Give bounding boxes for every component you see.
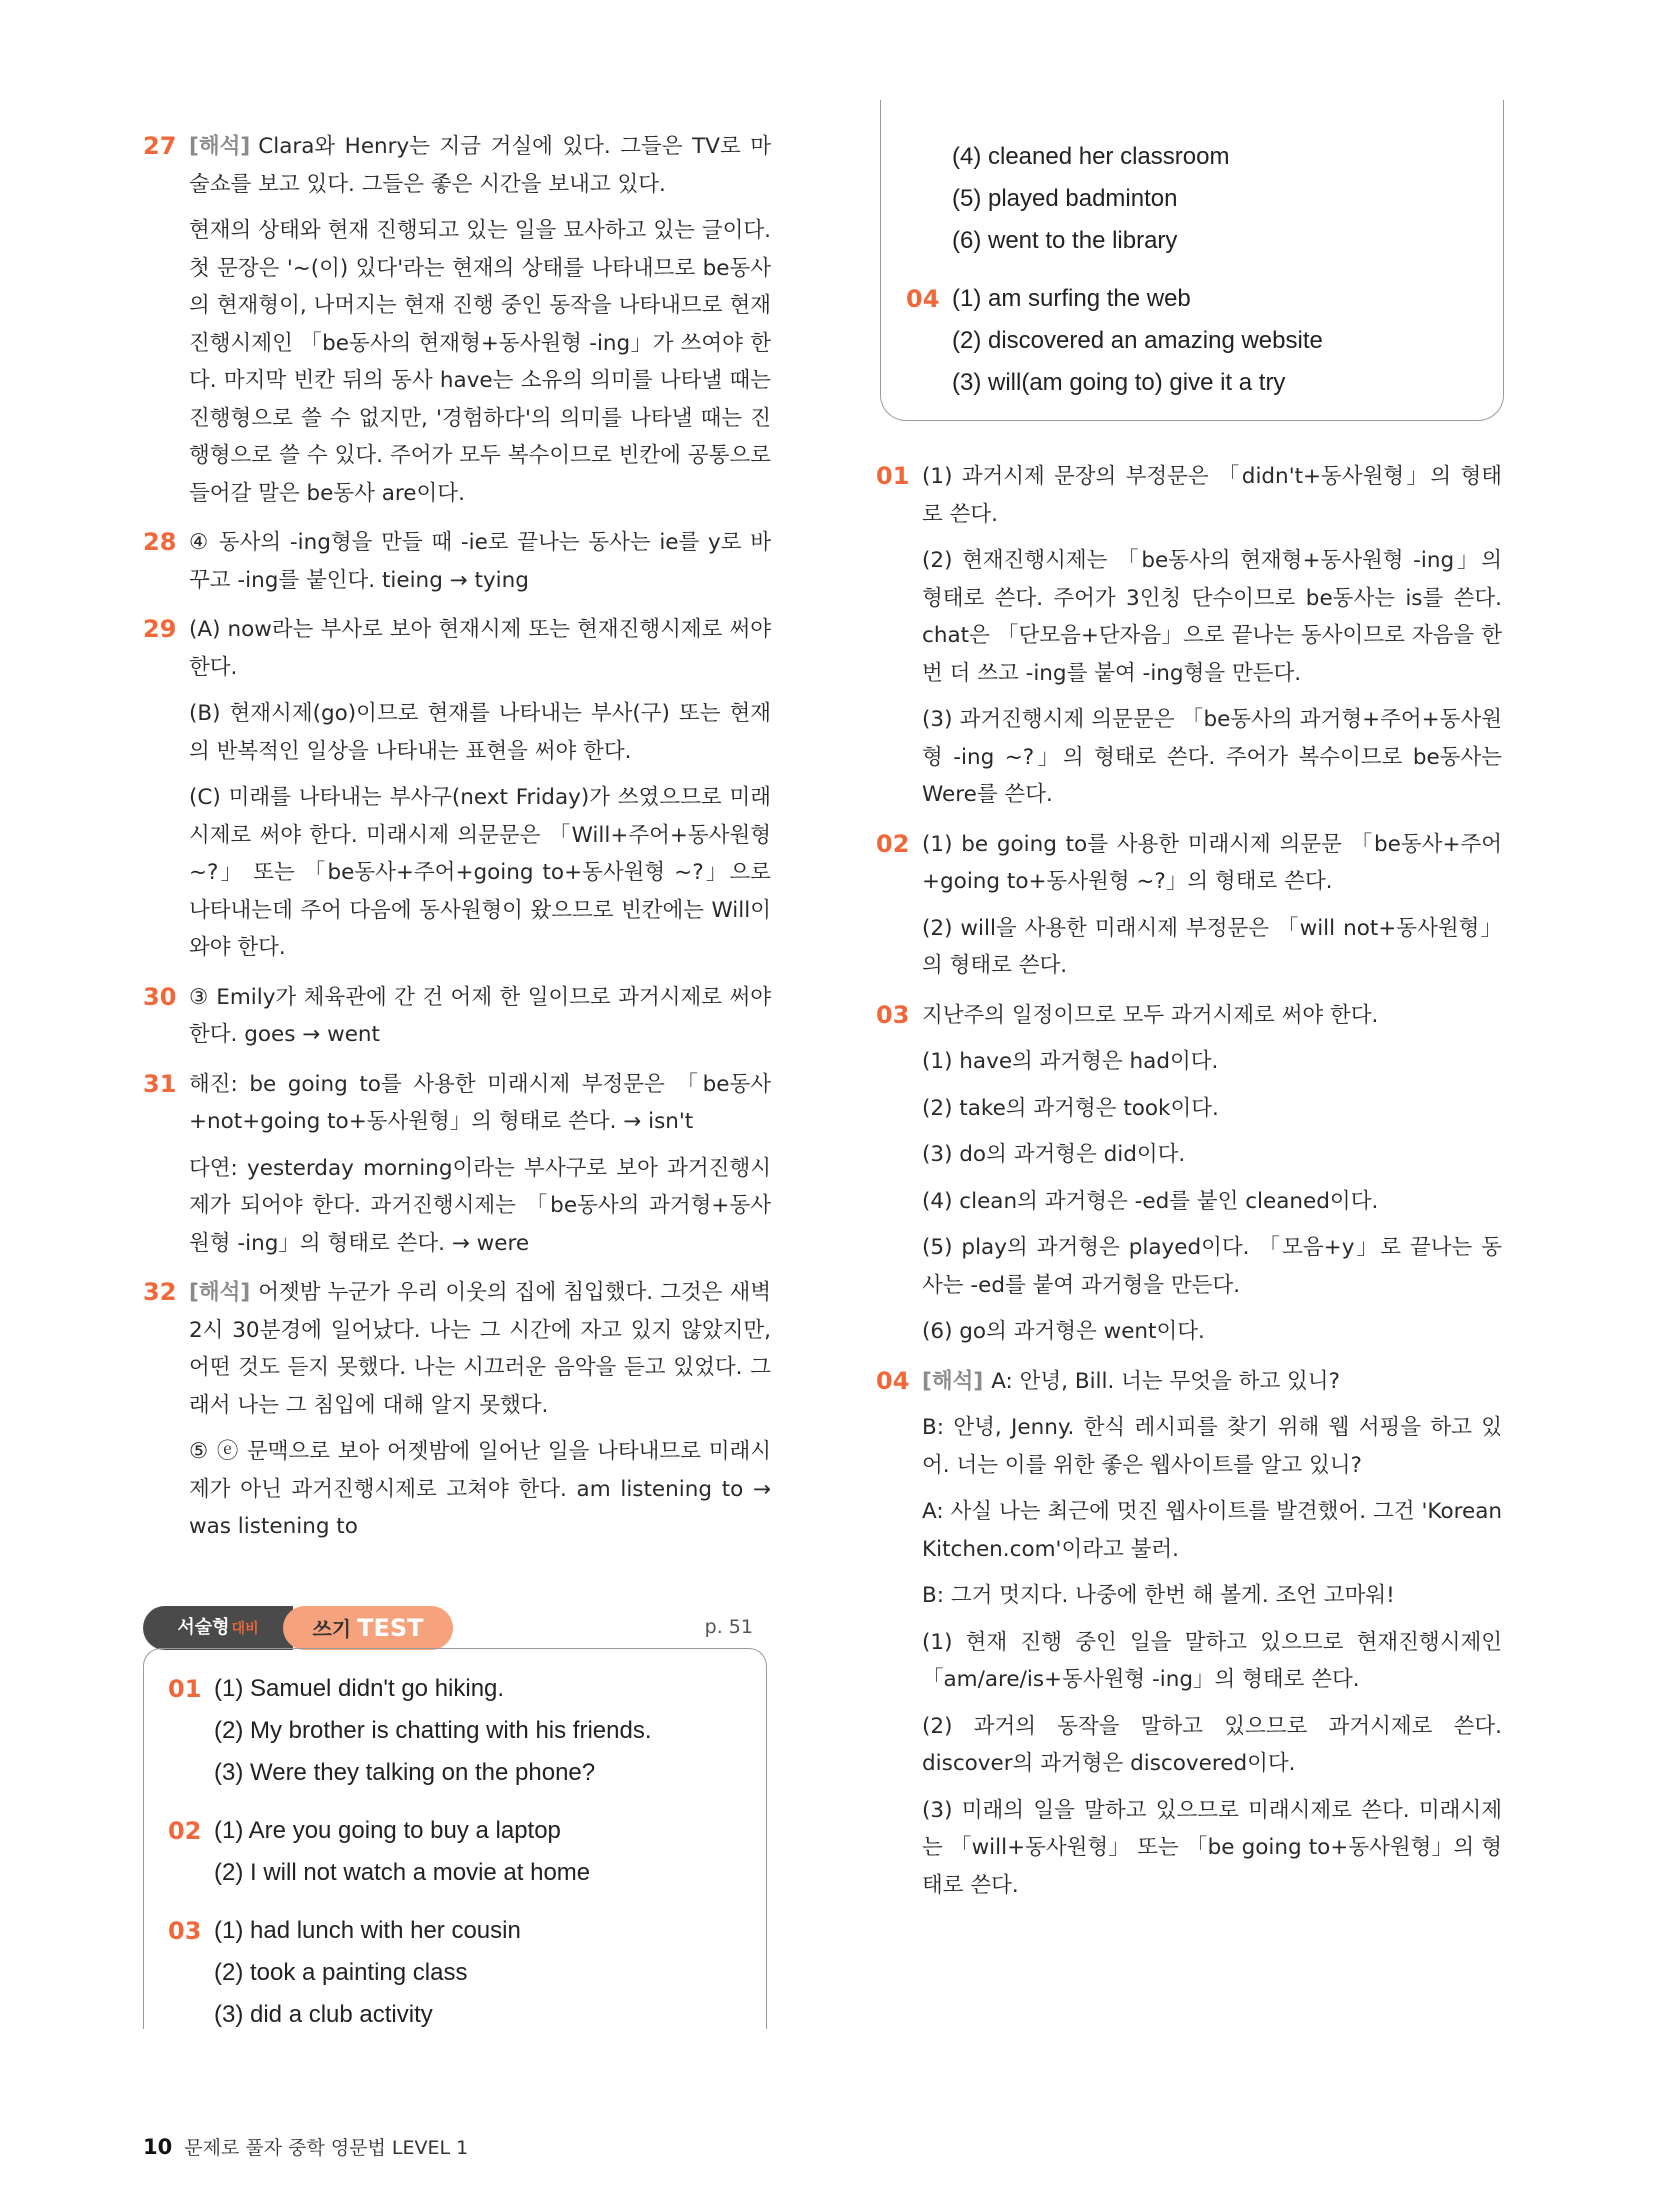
question-number: 03 bbox=[876, 1000, 910, 1029]
explanation-paragraph: [해석] 어젯밤 누군가 우리 이웃의 집에 침입했다. 그것은 새벽 2시 30분경에 일어났다. 나는 그 시간에 자고 있지 않았지만, 어떤 것도 듣지 못했다. 나는 시끄러운 음악을 듣고 있었다. 그래서 나는 그 침입에 대해 알지 못했다. bbox=[189, 1280, 771, 1418]
answer-line: (6) went to the library bbox=[952, 227, 1178, 254]
answer-line: (3) did a club activity bbox=[214, 2001, 433, 2028]
answer-line: (2) I will not watch a movie at home bbox=[214, 1859, 591, 1886]
explanation-paragraph: 다연: yesterday morning이라는 부사구로 보아 과거진행시제가 되어야 한다. 과거진행시제는 「be동사의 과거형+동사원형 -ing」의 형태로 쓴다. → were bbox=[189, 1155, 771, 1256]
essay-prep-label: 서술형 대비 bbox=[143, 1606, 293, 1650]
book-title: 문제로 풀자 중학 영문법 LEVEL 1 bbox=[184, 2137, 469, 2159]
explanation-paragraph: 현재의 상태와 현재 진행되고 있는 일을 묘사하고 있는 글이다. 첫 문장은 '~(이) 있다'라는 현재의 상태를 나타내므로 be동사의 현재형이, 나머지는 현재 진행 중인 동작을 나타내므로 현재진행시제인 「be동사의 현재형+동사원형 -ing」가 쓰여야 한다. 마지막 빈칸 뒤의 동사 have는 소유의 의미를 나타낼 때는 진행형으로 쓸 수 없지만, '경험하다'의 의미를 나타낼 때는 진행형으로 쓸 수 있다. 주어가 모두 복수이므로 빈칸에 공통으로 들어갈 말은 be동사 are이다. bbox=[189, 218, 771, 506]
explanation-paragraph: (2) 현재진행시제는 「be동사의 현재형+동사원형 -ing」의 형태로 쓴다. 주어가 3인칭 단수이므로 be동사는 is를 쓴다. chat은 「단모음+단자음」으로 끝나는 동사이므로 자음을 한 번 더 쓰고 -ing를 붙여 -ing형을 만든다. bbox=[922, 548, 1502, 686]
explanation-paragraph: (1) 현재 진행 중인 일을 말하고 있으므로 현재진행시제인 「am/are/is+동사원형 -ing」의 형태로 쓴다. bbox=[922, 1629, 1502, 1692]
question-number: 31 bbox=[143, 1069, 177, 1098]
explanation-paragraph: (B) 현재시제(go)이므로 현재를 나타내는 부사(구) 또는 현재의 반복적인 일상을 나타내는 표현을 써야 한다. bbox=[189, 701, 771, 764]
question-number: 04 bbox=[876, 1366, 910, 1395]
answer-number: 03 bbox=[168, 1917, 202, 1945]
explanation-paragraph: (1) be going to를 사용한 미래시제 의문문 「be동사+주어+going to+동사원형 ~?」의 형태로 쓴다. bbox=[922, 831, 1502, 894]
answer-line: (1) had lunch with her cousin bbox=[214, 1917, 521, 1944]
explanation-entry bbox=[876, 826, 1502, 985]
answer-line: (4) cleaned her classroom bbox=[952, 143, 1230, 170]
question-number: 29 bbox=[143, 615, 177, 643]
explanation-paragraph: (2) 과거의 동작을 말하고 있으므로 과거시제로 쓴다. discover의 과거형은 discovered이다. bbox=[922, 1713, 1502, 1776]
explanation-entry bbox=[143, 524, 771, 599]
answer-group bbox=[906, 136, 1229, 262]
translation-tag: [해석] bbox=[922, 1368, 984, 1394]
writing-test-label: 쓰기 TEST bbox=[283, 1606, 453, 1650]
explanation-entry bbox=[143, 1274, 771, 1546]
explanation-paragraph: (2) will을 사용한 미래시제 부정문은 「will not+동사원형」의 형태로 쓴다. bbox=[922, 915, 1502, 978]
explanation-paragraph: 해진: be going to를 사용한 미래시제 부정문은 「be동사+not+going to+동사원형」의 형태로 쓴다. → isn't bbox=[189, 1071, 771, 1134]
page-footer bbox=[143, 2133, 468, 2160]
explanation-entry bbox=[876, 458, 1502, 814]
answer-line: (3) will(am going to) give it a try bbox=[952, 369, 1286, 396]
explanation-paragraph: 지난주의 일정이므로 모두 과거시제로 써야 한다. bbox=[922, 1002, 1379, 1028]
explanation-paragraph: ④ 동사의 -ing형을 만들 때 -ie로 끝나는 동사는 ie를 y로 바꾸고 -ing를 붙인다. tieing → tying bbox=[189, 530, 771, 593]
question-number: 32 bbox=[143, 1278, 177, 1306]
explanation-paragraph: [해석] A: 안녕, Bill. 너는 무엇을 하고 있니? bbox=[922, 1368, 1340, 1394]
answer-line: (3) Were they talking on the phone? bbox=[214, 1759, 596, 1786]
page-number: 10 bbox=[143, 2135, 173, 2159]
answer-line: (1) Samuel didn't go hiking. bbox=[214, 1675, 505, 1702]
answer-group bbox=[906, 278, 1323, 404]
explanation-paragraph: [해석] Clara와 Henry는 지금 거실에 있다. 그들은 TV로 마술쇼를 보고 있다. 그들은 좋은 시간을 보내고 있다. bbox=[189, 134, 771, 197]
explanation-paragraph: (6) go의 과거형은 went이다. bbox=[922, 1319, 1205, 1344]
answer-group bbox=[168, 1910, 521, 2036]
explanation-entry bbox=[876, 997, 1502, 1351]
explanation-paragraph: (1) have의 과거형은 had이다. bbox=[922, 1049, 1219, 1074]
explanation-paragraph: (1) 과거시제 문장의 부정문은 「didn't+동사원형」의 형태로 쓴다. bbox=[922, 464, 1502, 527]
explanation-paragraph: ③ Emily가 체육관에 간 건 어제 한 일이므로 과거시제로 써야 한다. goes → went bbox=[189, 984, 771, 1047]
explanation-paragraph: (3) 과거진행시제 의문문은 「be동사의 과거형+주어+동사원형 -ing ~?」의 형태로 쓴다. 주어가 복수이므로 be동사는 Were를 쓴다. bbox=[922, 707, 1502, 807]
question-number: 01 bbox=[876, 462, 910, 490]
explanation-paragraph: (5) play의 과거형은 played이다. 「모음+y」로 끝나는 동사는 -ed를 붙여 과거형을 만든다. bbox=[922, 1235, 1502, 1298]
explanation-entry bbox=[876, 1363, 1502, 1905]
answer-number: 02 bbox=[168, 1817, 202, 1845]
translation-tag: [해석] bbox=[189, 134, 251, 159]
answer-line: (1) am surfing the web bbox=[952, 285, 1191, 312]
explanation-paragraph: ⑤ ⓔ 문맥으로 보아 어젯밤에 일어난 일을 나타내므로 미래시제가 아닌 과거진행시제로 고쳐야 한다. am listening to → was listening to bbox=[189, 1439, 771, 1539]
answer-line: (2) My brother is chatting with his friends. bbox=[214, 1717, 652, 1744]
explanation-paragraph: (C) 미래를 나타내는 부사구(next Friday)가 쓰였으므로 미래시제로 써야 한다. 미래시제 의문문은 「Will+주어+동사원형 ~?」 또는 「be동사+주어+going to+동사원형 ~?」으로 나타내는데 주어 다음에 동사원형이 왔으므로 빈칸에는 Will이 와야 한다. bbox=[189, 785, 771, 960]
question-number: 02 bbox=[876, 829, 910, 858]
explanation-paragraph: (2) take의 과거형은 took이다. bbox=[922, 1095, 1219, 1121]
right-column bbox=[876, 458, 1502, 1916]
answer-number: 04 bbox=[906, 285, 940, 313]
answer-line: (2) took a painting class bbox=[214, 1959, 468, 1986]
question-number: 30 bbox=[143, 982, 177, 1011]
answer-group bbox=[168, 1668, 652, 1794]
question-number: 27 bbox=[143, 132, 177, 160]
writing-test-header bbox=[143, 1606, 765, 1650]
answer-line: (1) Are you going to buy a laptop bbox=[214, 1817, 561, 1844]
explanation-paragraph: (4) clean의 과거형은 -ed를 붙인 cleaned이다. bbox=[922, 1188, 1379, 1214]
explanation-entry bbox=[143, 1066, 771, 1263]
question-number: 28 bbox=[143, 528, 177, 556]
explanation-paragraph: (A) now라는 부사로 보아 현재시제 또는 현재진행시제로 써야 한다. bbox=[189, 617, 771, 680]
answer-line: (2) discovered an amazing website bbox=[952, 327, 1323, 354]
translation-tag: [해석] bbox=[189, 1280, 251, 1305]
explanation-entry bbox=[143, 611, 771, 967]
explanation-paragraph: (3) do의 과거형은 did이다. bbox=[922, 1142, 1186, 1167]
left-column bbox=[143, 128, 771, 1558]
explanation-entry bbox=[143, 128, 771, 512]
explanation-paragraph: B: 그거 멋지다. 나중에 한번 해 볼게. 조언 고마워! bbox=[922, 1583, 1395, 1608]
explanation-paragraph: (3) 미래의 일을 말하고 있으므로 미래시제로 쓴다. 미래시제는 「will+동사원형」 또는 「be going to+동사원형」의 형태로 쓴다. bbox=[922, 1797, 1502, 1898]
answer-group bbox=[168, 1810, 590, 1894]
page-reference: p. 51 bbox=[704, 1616, 753, 1638]
explanation-paragraph: B: 안녕, Jenny. 한식 레시피를 찾기 위해 웹 서핑을 하고 있어. 너는 이를 위한 좋은 웹사이트를 알고 있니? bbox=[922, 1415, 1502, 1478]
answer-line: (5) played badminton bbox=[952, 185, 1178, 212]
answer-number: 01 bbox=[168, 1675, 202, 1703]
explanation-entry bbox=[143, 979, 771, 1054]
explanation-paragraph: A: 사실 나는 최근에 멋진 웹사이트를 발견했어. 그건 'Korean Kitchen.com'이라고 불러. bbox=[922, 1499, 1502, 1562]
